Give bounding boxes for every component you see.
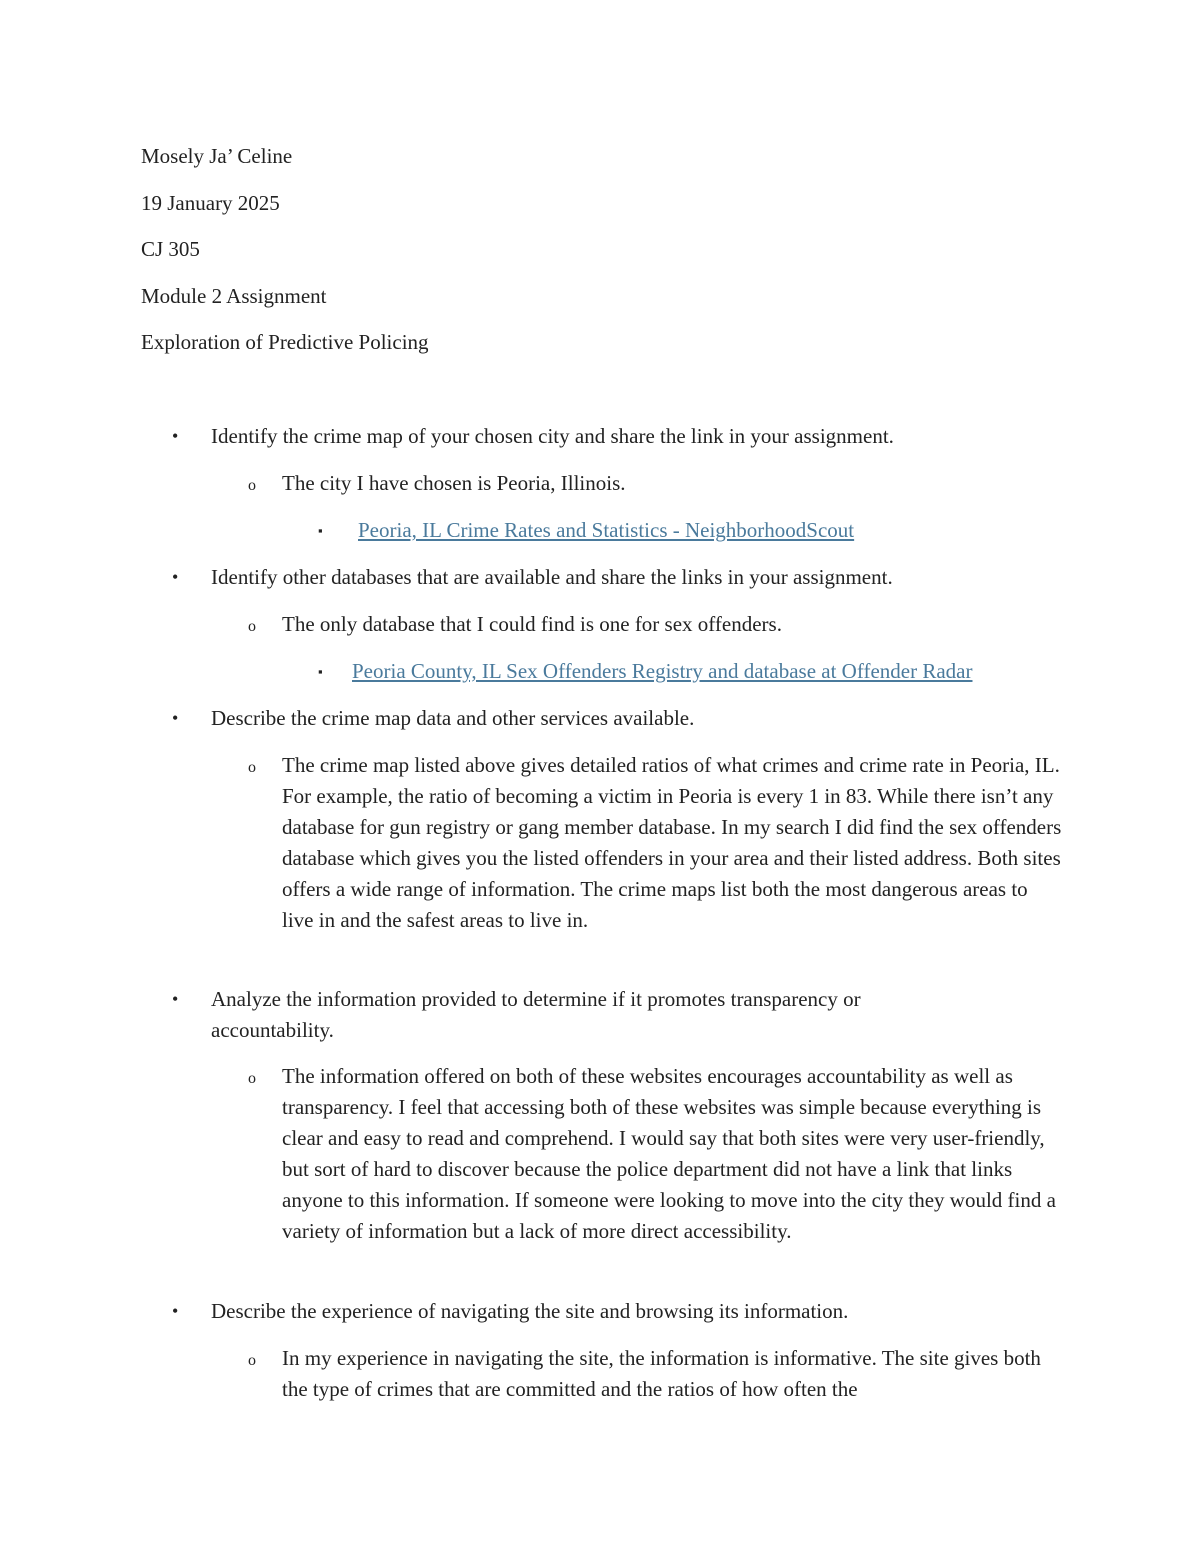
prompt-crime-map: Identify the crime map of your chosen city and share the link in your assignment. xyxy=(211,424,894,448)
bullet-icon: • xyxy=(172,426,179,446)
sub-bullet-icon: o xyxy=(248,759,256,776)
answer-sex-offender-database: The only database that I could find is one for sex offenders. xyxy=(282,612,782,636)
answer-crime-map-description: The crime map listed above gives detailed ratios of what crimes and crime rate in Peoria, IL. For example, the ratio of becoming a victim in Peoria is every 1 in 83. While there isn’t any database for gun registry or gang member database. In my search I did find the sex offenders database which gives you the listed offenders in your area and their listed address. Both sites offers a wide range of information. The crime maps list both the most dangerous areas to live in and the safest areas to live in. xyxy=(282,753,1062,932)
square-bullet-icon: ▪ xyxy=(318,664,323,679)
sub-bullet-icon: o xyxy=(248,1070,256,1087)
sub-bullet-icon: o xyxy=(248,477,256,494)
answer-chosen-city: The city I have chosen is Peoria, Illinois. xyxy=(282,471,626,495)
answer-accountability: The information offered on both of these websites encourages accountability as well as transparency. I feel that accessing both of these websites was simple because everything is clear and easy to read and comprehend. I would say that both sites were very user-friendly, but sort of hard to discover because the police department did not have a link that links anyone to this information. If someone were looking to move into the city they would find a variety of information but a lack of more direct accessibility. xyxy=(282,1064,1056,1243)
answer-navigation-experience: In my experience in navigating the site, the information is informative. The site gives both the type of crimes that are committed and the ratios of how often the xyxy=(282,1346,1041,1401)
author-name: Mosely Ja’ Celine xyxy=(141,144,293,168)
sub-bullet-icon: o xyxy=(248,618,256,635)
link-offender-radar[interactable]: Peoria County, IL Sex Offenders Registry and database at Offender Radar xyxy=(352,659,973,683)
course-code: CJ 305 xyxy=(141,237,200,261)
square-bullet-icon: ▪ xyxy=(318,523,323,538)
prompt-navigation: Describe the experience of navigating the site and browsing its information. xyxy=(211,1299,849,1323)
prompt-describe-data: Describe the crime map data and other services available. xyxy=(211,706,695,730)
document-title: Exploration of Predictive Policing xyxy=(141,330,429,354)
prompt-other-databases: Identify other databases that are available and share the links in your assignment. xyxy=(211,565,893,589)
bullet-icon: • xyxy=(172,567,179,587)
bullet-icon: • xyxy=(172,1301,179,1321)
prompt-transparency: Analyze the information provided to determine if it promotes transparency or accountability. xyxy=(211,987,861,1042)
document-date: 19 January 2025 xyxy=(141,191,280,215)
assignment-name: Module 2 Assignment xyxy=(141,284,327,308)
bullet-icon: • xyxy=(172,989,179,1009)
sub-bullet-icon: o xyxy=(248,1352,256,1369)
bullet-icon: • xyxy=(172,708,179,728)
link-neighborhoodscout[interactable]: Peoria, IL Crime Rates and Statistics - NeighborhoodScout xyxy=(358,518,855,542)
